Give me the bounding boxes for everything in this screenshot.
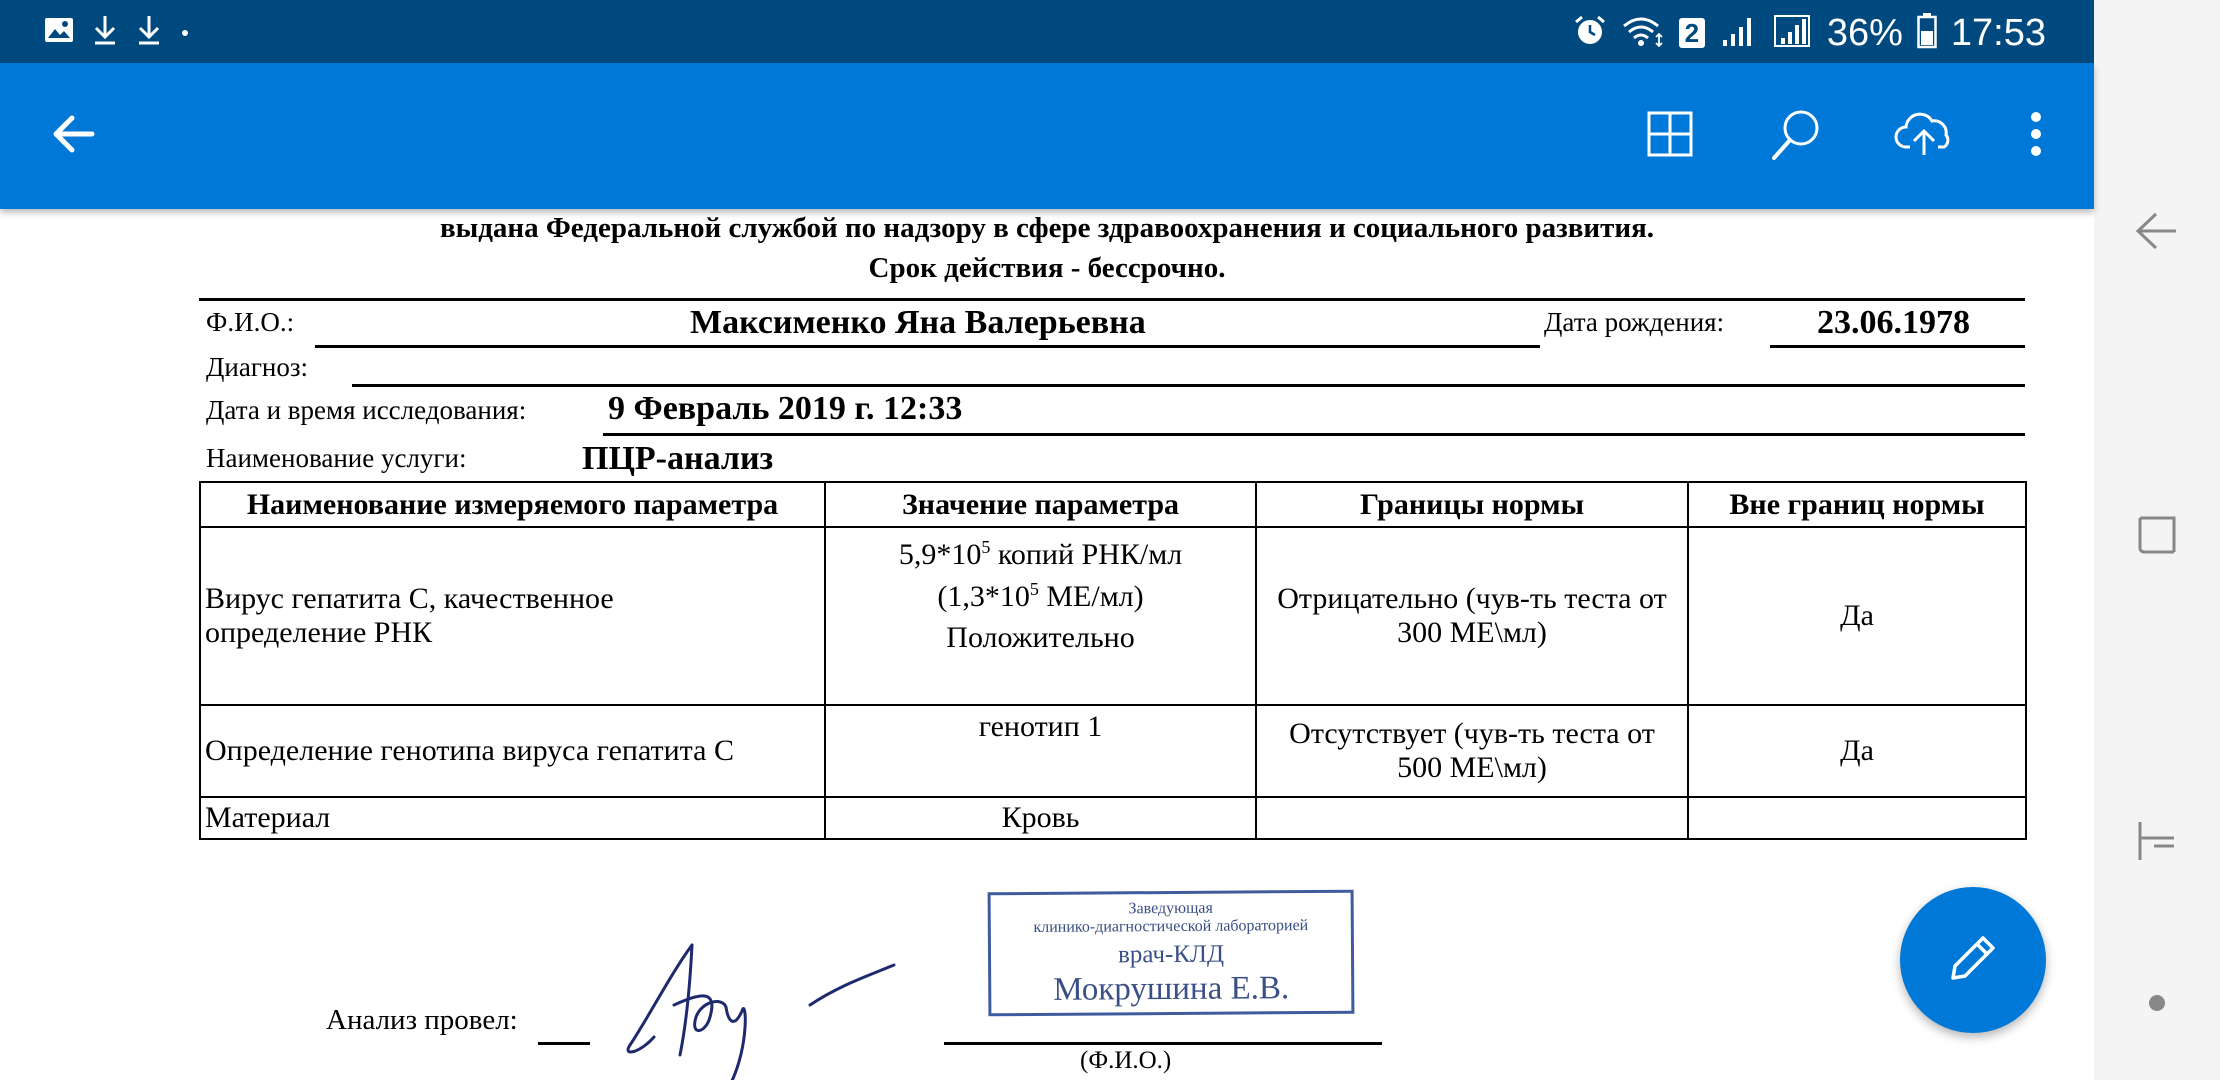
cloud-upload-icon	[1894, 109, 1956, 163]
column-header: Границы нормы	[1256, 482, 1688, 527]
value-line: Положительно	[946, 621, 1135, 654]
dot-icon	[2147, 993, 2167, 1017]
recents-nav-button[interactable]	[2122, 808, 2192, 878]
download-icon	[92, 14, 118, 50]
battery-percent: 36%	[1826, 11, 1903, 54]
signal-icon	[1719, 14, 1759, 52]
edit-fab-button[interactable]	[1900, 887, 2046, 1033]
performed-by-label: Анализ провел:	[326, 1004, 518, 1036]
out-of-range-cell: Да	[1688, 705, 2026, 797]
alarm-icon	[1573, 14, 1607, 52]
diagnosis-underline	[352, 384, 2025, 387]
value-cell	[825, 527, 1256, 705]
column-header: Значение параметра	[825, 482, 1256, 527]
birth-date-value: 23.06.1978	[1817, 304, 1970, 341]
nav-dot-button[interactable]	[2122, 970, 2192, 1040]
back-arrow-icon	[48, 109, 98, 163]
norm-line: 300 МЕ\мл)	[1397, 616, 1547, 649]
datetime-value: 9 Февраль 2019 г. 12:33	[608, 390, 963, 427]
stamp-line: Заведующая	[1128, 899, 1213, 918]
search-icon	[1769, 106, 1825, 166]
fio-signature-line	[944, 1042, 1382, 1045]
value-line: ($1,3*10^5$ МЕ/мл)	[937, 579, 1144, 613]
more-vert-icon	[2026, 109, 2046, 163]
out-of-range-cell: Да	[1688, 527, 2026, 705]
download-icon	[136, 14, 162, 50]
app-bar	[0, 63, 2094, 209]
datetime-label: Дата и время исследования:	[206, 395, 527, 425]
stamp-line: клинико-диагностической лабораторией	[1033, 917, 1309, 936]
more-options-button[interactable]	[2003, 103, 2069, 169]
birth-date-label: Дата рождения:	[1544, 307, 1725, 337]
norm-line: 500 МЕ\мл)	[1397, 751, 1547, 784]
home-icon	[2132, 508, 2182, 562]
grid-view-icon	[1645, 109, 1695, 163]
search-button[interactable]	[1764, 103, 1830, 169]
service-label: Наименование услуги:	[206, 443, 467, 473]
recent-apps-icon	[2132, 206, 2182, 260]
parameter-cell: Материал	[200, 797, 825, 839]
value-cell: генотип 1	[825, 705, 1256, 797]
signature-image	[610, 925, 910, 1080]
back-button[interactable]	[40, 103, 106, 169]
pencil-icon	[1943, 928, 2003, 992]
table-row	[200, 527, 2026, 705]
battery-icon	[1917, 13, 1937, 53]
norm-line: Отрицательно (чув-ть теста от	[1277, 582, 1667, 615]
dot-icon	[180, 23, 190, 42]
back-icon	[2132, 816, 2182, 870]
document-header-line1: выдана Федеральной службой по надзору в сфере здравоохранения и социального развития.	[439, 212, 1655, 244]
clock: 17:53	[1950, 11, 2046, 54]
diagnosis-label: Диагноз:	[206, 352, 309, 382]
notification-icons	[44, 14, 190, 50]
wifi-icon	[1621, 14, 1665, 52]
stamp-line: врач-КЛД	[1117, 940, 1225, 969]
norm-cell	[1256, 705, 1688, 797]
results-table	[199, 481, 2027, 840]
value-line: $5,9*10^5$ копий РНК/мл	[898, 537, 1183, 571]
table-header-row	[200, 482, 2026, 527]
gallery-icon	[44, 15, 74, 49]
value-cell: Кровь	[825, 797, 1256, 839]
patient-name: Максименко Яна Валерьевна	[690, 304, 1146, 341]
norm-cell	[1256, 527, 1688, 705]
table-row	[200, 705, 2026, 797]
system-nav-bar	[2094, 0, 2220, 1080]
home-nav-button[interactable]	[2122, 500, 2192, 570]
norm-line: Отсутствует (чув-ть теста от	[1289, 717, 1655, 750]
parameter-line: определение РНК	[205, 616, 433, 649]
back-nav-button[interactable]	[2122, 198, 2192, 268]
parameter-cell	[200, 527, 825, 705]
fio-caption: (Ф.И.О.)	[1080, 1047, 1172, 1074]
grid-view-button[interactable]	[1637, 103, 1703, 169]
datetime-underline	[603, 433, 2025, 436]
birth-underline	[1770, 345, 2025, 348]
parameter-line: Вирус гепатита С, качественное	[205, 582, 614, 615]
status-bar	[0, 0, 2094, 63]
column-header: Наименование измеряемого параметра	[200, 482, 825, 527]
lab-stamp	[988, 890, 1355, 1017]
table-row	[200, 797, 2026, 839]
norm-cell	[1256, 797, 1688, 839]
name-underline	[315, 345, 1540, 348]
out-of-range-cell	[1688, 797, 2026, 839]
cloud-upload-button[interactable]	[1892, 103, 1958, 169]
service-value: ПЦР-анализ	[582, 440, 774, 477]
parameter-cell: Определение генотипа вируса гепатита С	[200, 705, 825, 797]
document-header-line2: Срок действия - бессрочно.	[868, 252, 1226, 284]
stamp-line: Мокрушина Е.В.	[1053, 970, 1290, 1008]
column-header: Вне границ нормы	[1688, 482, 2026, 527]
signature-short-line	[538, 1042, 590, 1045]
system-status	[1573, 8, 2046, 58]
signal-icon	[1773, 14, 1813, 52]
header-divider	[199, 298, 2025, 301]
fio-label: Ф.И.О.:	[206, 307, 295, 337]
pdf-document-page[interactable]	[0, 209, 2094, 1080]
sim-badge: 2	[1679, 18, 1705, 48]
